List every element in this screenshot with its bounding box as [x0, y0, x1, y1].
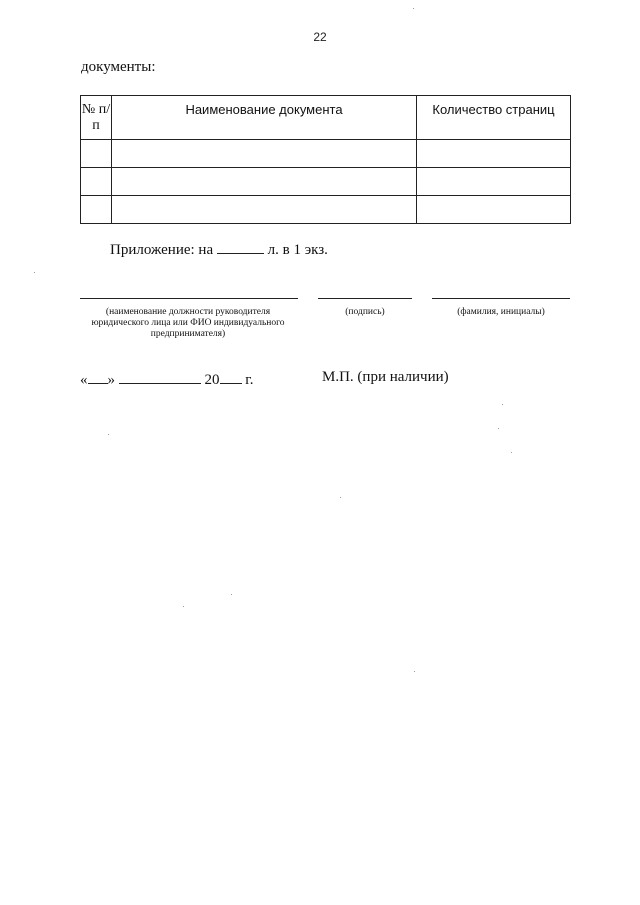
table-row [81, 140, 571, 168]
header-num: № п/п [81, 96, 112, 140]
table-row [81, 196, 571, 224]
intro-text: документы: [81, 59, 156, 75]
attachment-prefix: Приложение: на [110, 242, 214, 258]
date-open-quote: « [80, 372, 88, 388]
scan-speck [498, 428, 499, 429]
position-line [80, 298, 298, 299]
scan-speck [413, 8, 414, 9]
cell-page-count [417, 168, 571, 196]
header-document-name: Наименование документа [112, 96, 417, 140]
scan-speck [511, 452, 512, 453]
cell-document-name [112, 140, 417, 168]
page-number: 22 [313, 30, 327, 44]
table-header-row [81, 96, 571, 140]
date-month-blank [119, 369, 201, 384]
scan-speck [183, 606, 184, 607]
date-line [80, 369, 253, 389]
scan-speck [231, 594, 232, 595]
cell-num [81, 168, 112, 196]
attachment-line [110, 239, 328, 259]
stamp-note: М.П. (при наличии) [322, 369, 449, 385]
name-line [432, 298, 570, 299]
position-caption: (наименование должности руководителя юридического лица или ФИО индивидуального предпринимателя) [91, 307, 285, 339]
name-caption: (фамилия, инициалы) [457, 307, 545, 317]
signature-line [318, 298, 412, 299]
scan-speck [340, 497, 341, 498]
cell-page-count [417, 140, 571, 168]
attachment-pages-blank [217, 239, 264, 254]
date-year-prefix: 20 [204, 372, 220, 388]
signature-caption: (подпись) [345, 307, 385, 317]
date-year-blank [220, 369, 242, 384]
cell-num [81, 140, 112, 168]
table-row [81, 168, 571, 196]
scan-speck [414, 671, 415, 672]
scan-speck [34, 272, 35, 273]
date-close-quote: » [107, 372, 115, 388]
attachment-suffix: л. в 1 экз. [267, 242, 328, 258]
scan-speck [502, 404, 503, 405]
scan-speck [108, 434, 109, 435]
header-page-count: Количество страниц [417, 96, 571, 140]
cell-document-name [112, 196, 417, 224]
cell-num [81, 196, 112, 224]
cell-page-count [417, 196, 571, 224]
documents-table [80, 95, 571, 224]
date-day-blank [88, 369, 108, 384]
cell-document-name [112, 168, 417, 196]
date-year-suffix: г. [245, 372, 254, 388]
